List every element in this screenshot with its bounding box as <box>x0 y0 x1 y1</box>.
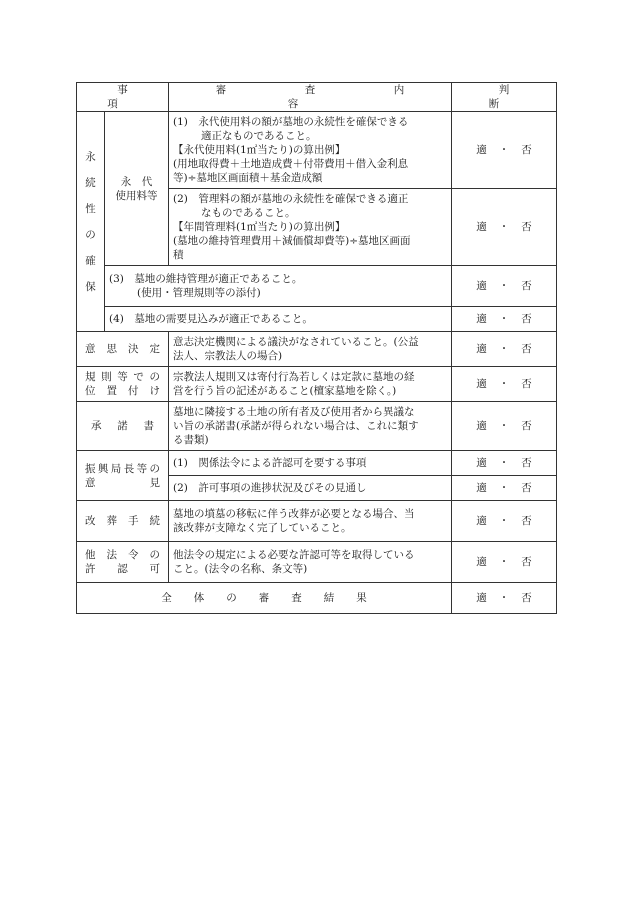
judgment-cell[interactable]: 適 ・ 否 <box>452 402 557 451</box>
table-row <box>77 112 557 189</box>
table-row <box>77 451 557 476</box>
header-item: 事 項 <box>77 83 169 112</box>
content-cell: (3) 墓地の維持管理が適正であること。 (使用・管理規則等の添付) <box>105 266 452 307</box>
judgment-cell[interactable]: 適 ・ 否 <box>452 367 557 402</box>
judgment-cell[interactable]: 適 ・ 否 <box>452 189 557 266</box>
judgment-cell[interactable]: 適 ・ 否 <box>452 112 557 189</box>
judgment-cell[interactable]: 適 ・ 否 <box>452 476 557 501</box>
table-row <box>77 266 557 307</box>
item-label: 振興局長等の 意見 <box>77 451 169 501</box>
content-cell: 宗教法人規則又は寄付行為若しくは定款に墓地の経 営を行う旨の記述があること(檀家墓地を除く。) <box>169 367 452 402</box>
total-label: 全体の審査結果 <box>77 583 452 614</box>
item-label: 他法令の 許認可 <box>77 542 169 583</box>
judgment-cell[interactable]: 適 ・ 否 <box>452 332 557 367</box>
header-row <box>77 83 557 112</box>
table-row <box>77 307 557 332</box>
item-label: 規則等での 位置付け <box>77 367 169 402</box>
review-table <box>76 82 560 614</box>
permanence-label: 永 続 性 の 確 保 <box>77 112 105 332</box>
header-content: 審 査 内 容 <box>169 83 452 112</box>
judgment-cell[interactable]: 適 ・ 否 <box>452 307 557 332</box>
permanence-sub-label: 永 代 使用料等 <box>105 112 169 266</box>
table-row <box>77 367 557 402</box>
content-cell: (2) 管理料の額が墓地の永続性を確保できる適正 なものであること。 【年間管理料(1㎡当たり)の算出例】 (墓地の維持管理費用＋減価償却費等)÷墓地区画面 積 <box>169 189 452 266</box>
header-judgment: 判 断 <box>452 83 557 112</box>
table-row <box>77 402 557 451</box>
content-cell: 意志決定機関による議決がなされていること。(公益 法人、宗教法人の場合) <box>169 332 452 367</box>
total-judgment-cell[interactable]: 適 ・ 否 <box>452 583 557 614</box>
table-row <box>77 501 557 542</box>
content-cell: (4) 墓地の需要見込みが適正であること。 <box>105 307 452 332</box>
table-row <box>77 542 557 583</box>
content-cell: (1) 関係法令による許認可を要する事項 <box>169 451 452 476</box>
judgment-cell[interactable]: 適 ・ 否 <box>452 266 557 307</box>
judgment-cell[interactable]: 適 ・ 否 <box>452 542 557 583</box>
content-cell: 他法令の規定による必要な許認可等を取得している こと。(法令の名称、条文等) <box>169 542 452 583</box>
content-cell: (1) 永代使用料の額が墓地の永続性を確保できる 適正なものであること。 【永代使用料(1㎡当たり)の算出例】 (用地取得費＋土地造成費＋付帯費用＋借入金利息 等)÷墓地区画面積＋基金造成額 <box>169 112 452 189</box>
table-row <box>77 332 557 367</box>
content-cell: 墓地の墳墓の移転に伴う改葬が必要となる場合、当 該改葬が支障なく完了していること。 <box>169 501 452 542</box>
item-label: 改葬手続 <box>77 501 169 542</box>
item-label: 承諾書 <box>77 402 169 451</box>
content-cell: 墓地に隣接する土地の所有者及び使用者から異議な い旨の承諾書(承諾が得られない場合は、これに類す る書類) <box>169 402 452 451</box>
judgment-cell[interactable]: 適 ・ 否 <box>452 501 557 542</box>
table-row <box>77 583 557 614</box>
item-label: 意思決定 <box>77 332 169 367</box>
content-cell: (2) 許可事項の進捗状況及びその見通し <box>169 476 452 501</box>
judgment-cell[interactable]: 適 ・ 否 <box>452 451 557 476</box>
